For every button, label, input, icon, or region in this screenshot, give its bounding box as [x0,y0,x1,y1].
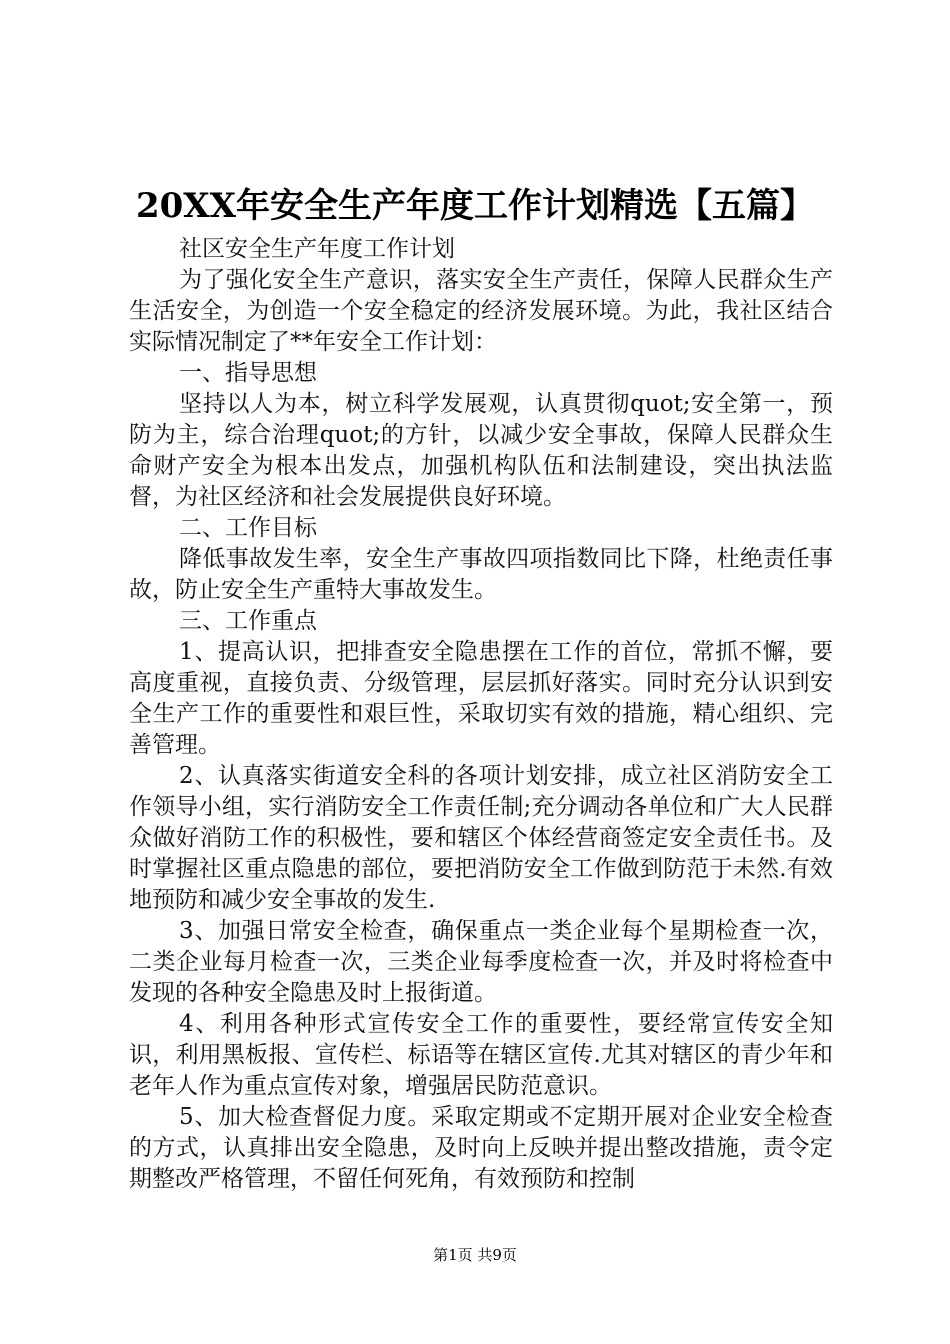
page-footer: 第1页 共9页 [433,1246,517,1264]
paragraph-focus-4: 4、利用各种形式宣传安全工作的重要性，要经常宣传安全知识，利用黑板报、宣传栏、标语等在辖区宣传.尤其对辖区的青少年和老年人作为重点宣传对象，增强居民防范意识。 [129,1011,833,1099]
paragraph-guiding-ideology: 坚持以人为本，树立科学发展观，认真贯彻quot;安全第一，预防为主，综合治理quot;的方针，以减少安全事故，保障人民群众生命财产安全为根本出发点，加强机构队伍和法制建设，突出执法监督，为社区经济和社会发展提供良好环境。 [129,391,833,510]
paragraph-focus-3: 3、加强日常安全检查，确保重点一类企业每个星期检查一次，二类企业每月检查一次，三类企业每季度检查一次，并及时将检查中发现的各种安全隐患及时上报街道。 [129,918,833,1006]
paragraph-focus-1: 1、提高认识，把排查安全隐患摆在工作的首位，常抓不懈，要高度重视，直接负责、分级管理，层层抓好落实。同时充分认识到安全生产工作的重要性和艰巨性，采取切实有效的措施，精心组织、完善管理。 [129,639,833,758]
heading-work-goals: 二、工作目标 [179,515,317,541]
paragraph-work-goals: 降低事故发生率，安全生产事故四项指数同比下降，杜绝责任事故，防止安全生产重特大事故发生。 [129,546,833,603]
paragraph-focus-2: 2、认真落实街道安全科的各项计划安排，成立社区消防安全工作领导小组，实行消防安全工作责任制;充分调动各单位和广大人民群众做好消防工作的积极性，要和辖区个体经营商签定安全责任书。及时掌握社区重点隐患的部位，要把消防安全工作做到防范于未然.有效地预防和减少安全事故的发生. [129,763,833,913]
paragraph-section-heading: 社区安全生产年度工作计划 [179,236,455,262]
paragraph-intro: 为了强化安全生产意识，落实安全生产责任，保障人民群众生产生活安全，为创造一个安全稳定的经济发展环境。为此，我社区结合实际情况制定了**年安全工作计划： [129,267,833,355]
heading-work-focus: 三、工作重点 [179,608,317,634]
paragraph-focus-5: 5、加大检查督促力度。采取定期或不定期开展对企业安全检查的方式，认真排出安全隐患，及时向上反映并提出整改措施，责令定期整改严格管理，不留任何死角，有效预防和控制 [129,1104,833,1192]
document-body [129,234,833,1195]
heading-guiding-ideology: 一、指导思想 [179,360,317,386]
document-title: 20XX年安全生产年度工作计划精选【五篇】 [135,186,815,226]
